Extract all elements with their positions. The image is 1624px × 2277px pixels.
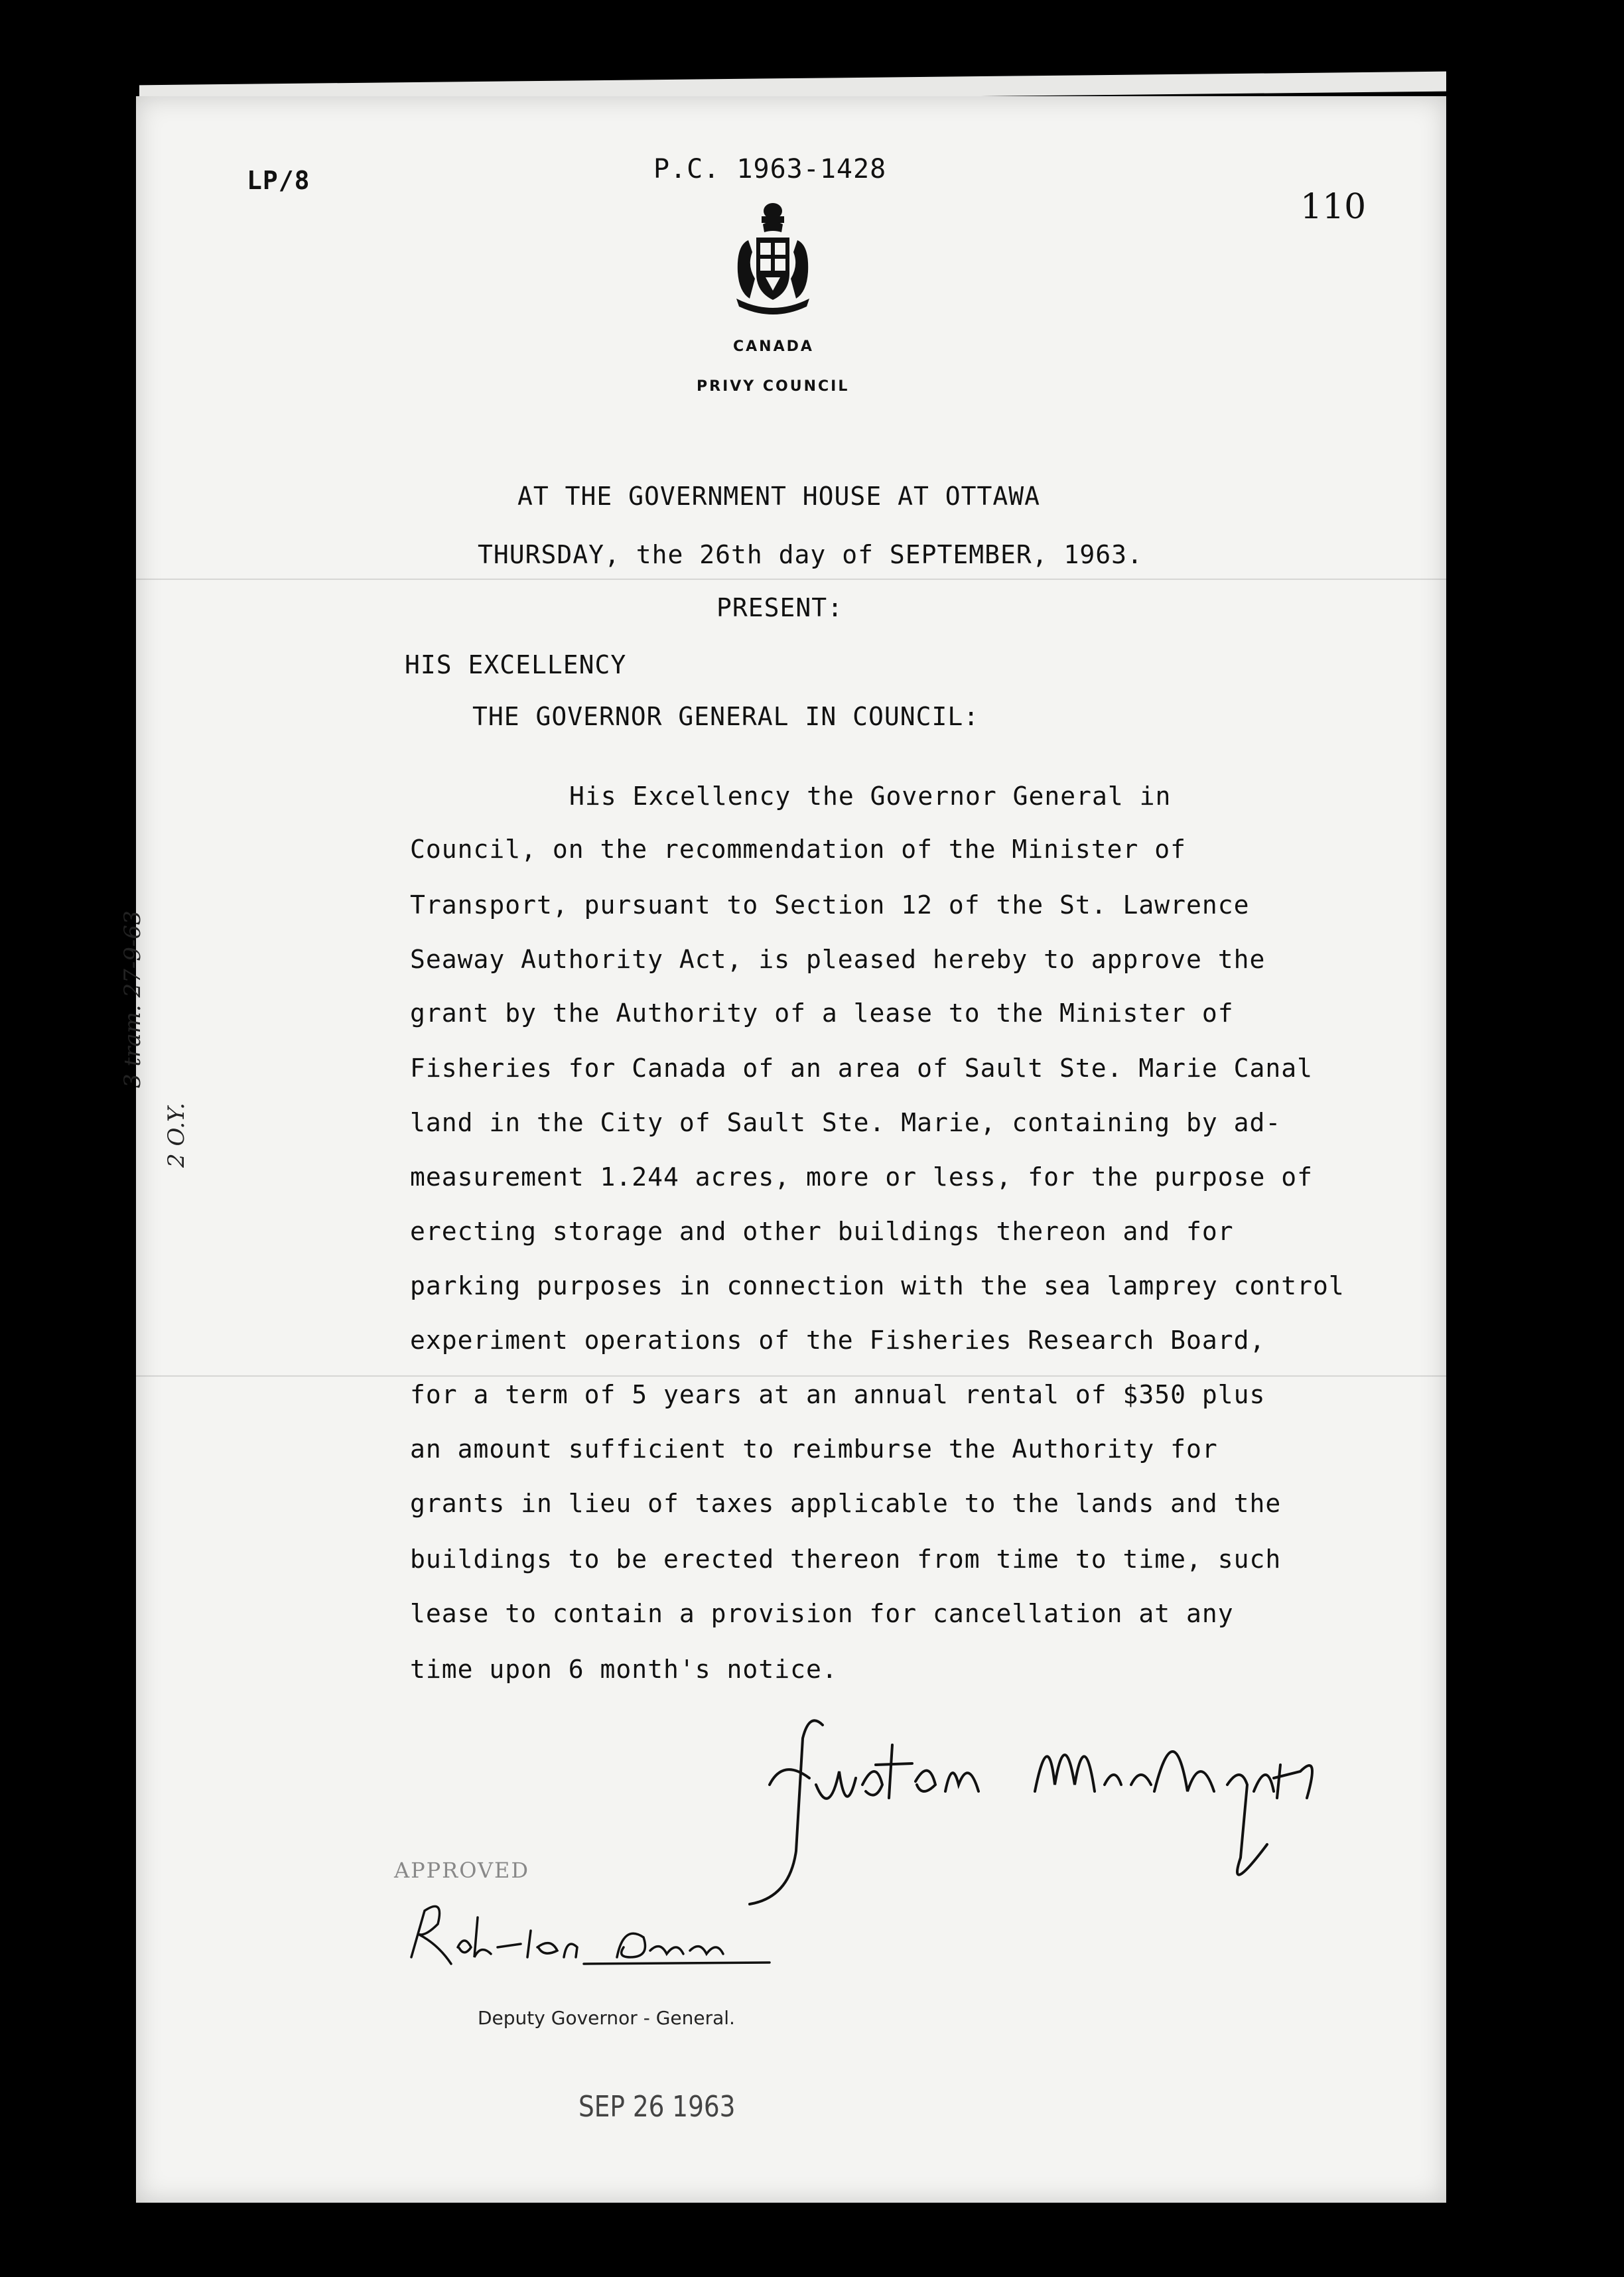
date-stamp: SEP 26 1963	[578, 2090, 736, 2124]
body-line: measurement 1.244 acres, more or less, for the purpose of	[410, 1162, 1314, 1192]
body-line: time upon 6 month's notice.	[410, 1655, 838, 1684]
fold-line	[136, 1375, 1446, 1377]
body-line: an amount sufficient to reimburse the Authority for	[410, 1434, 1218, 1464]
excellency-line: HIS EXCELLENCY	[405, 650, 627, 679]
body-line: Seaway Authority Act, is pleased hereby to approve the	[410, 945, 1266, 974]
deputy-signature	[398, 1884, 929, 1984]
body-line: His Excellency the Governor General in	[569, 782, 1172, 811]
margin-note: 2 O.Y.	[163, 1103, 190, 1168]
fold-line	[136, 579, 1446, 580]
body-line: parking purposes in connection with the sea lamprey control	[410, 1271, 1345, 1300]
body-line: land in the City of Sault Ste. Marie, containing by ad-	[410, 1108, 1282, 1137]
present-label: PRESENT:	[716, 593, 844, 622]
approved-stamp: APPROVED	[394, 1858, 530, 1883]
council-line: THE GOVERNOR GENERAL IN COUNCIL:	[472, 702, 980, 731]
crest-body: PRIVY COUNCIL	[697, 378, 850, 395]
deputy-title: Deputy Governor - General.	[478, 2007, 735, 2029]
crest-country: CANADA	[733, 338, 814, 355]
body-line: lease to contain a provision for cancellation at any	[410, 1599, 1234, 1628]
body-line: grant by the Authority of a lease to the Minister of	[410, 999, 1234, 1028]
canada-coat-of-arms-icon	[723, 199, 823, 318]
body-line: Council, on the recommendation of the Minister of	[410, 835, 1187, 864]
body-line: erecting storage and other buildings thereon and for	[410, 1217, 1234, 1246]
file-code: LP/8	[247, 166, 310, 195]
body-line: Fisheries for Canada of an area of Sault Ste. Marie Canal	[410, 1054, 1314, 1083]
body-line: grants in lieu of taxes applicable to the lands and the	[410, 1489, 1282, 1518]
body-line: for a term of 5 years at an annual rental of $350 plus	[410, 1380, 1266, 1409]
date-line: THURSDAY, the 26th day of SEPTEMBER, 1963.	[478, 540, 1143, 569]
location-line: AT THE GOVERNMENT HOUSE AT OTTAWA	[517, 482, 1040, 511]
body-line: Transport, pursuant to Section 12 of the St. Lawrence	[410, 890, 1250, 920]
page-number: 110	[1300, 187, 1367, 227]
body-line: buildings to be erected thereon from time to time, such	[410, 1545, 1282, 1574]
order-number: P.C. 1963-1428	[653, 154, 887, 184]
clerk-signature	[723, 1685, 1453, 1911]
margin-note: 3 tram. 27-9-63	[119, 910, 146, 1088]
body-line: experiment operations of the Fisheries Research Board,	[410, 1326, 1266, 1355]
